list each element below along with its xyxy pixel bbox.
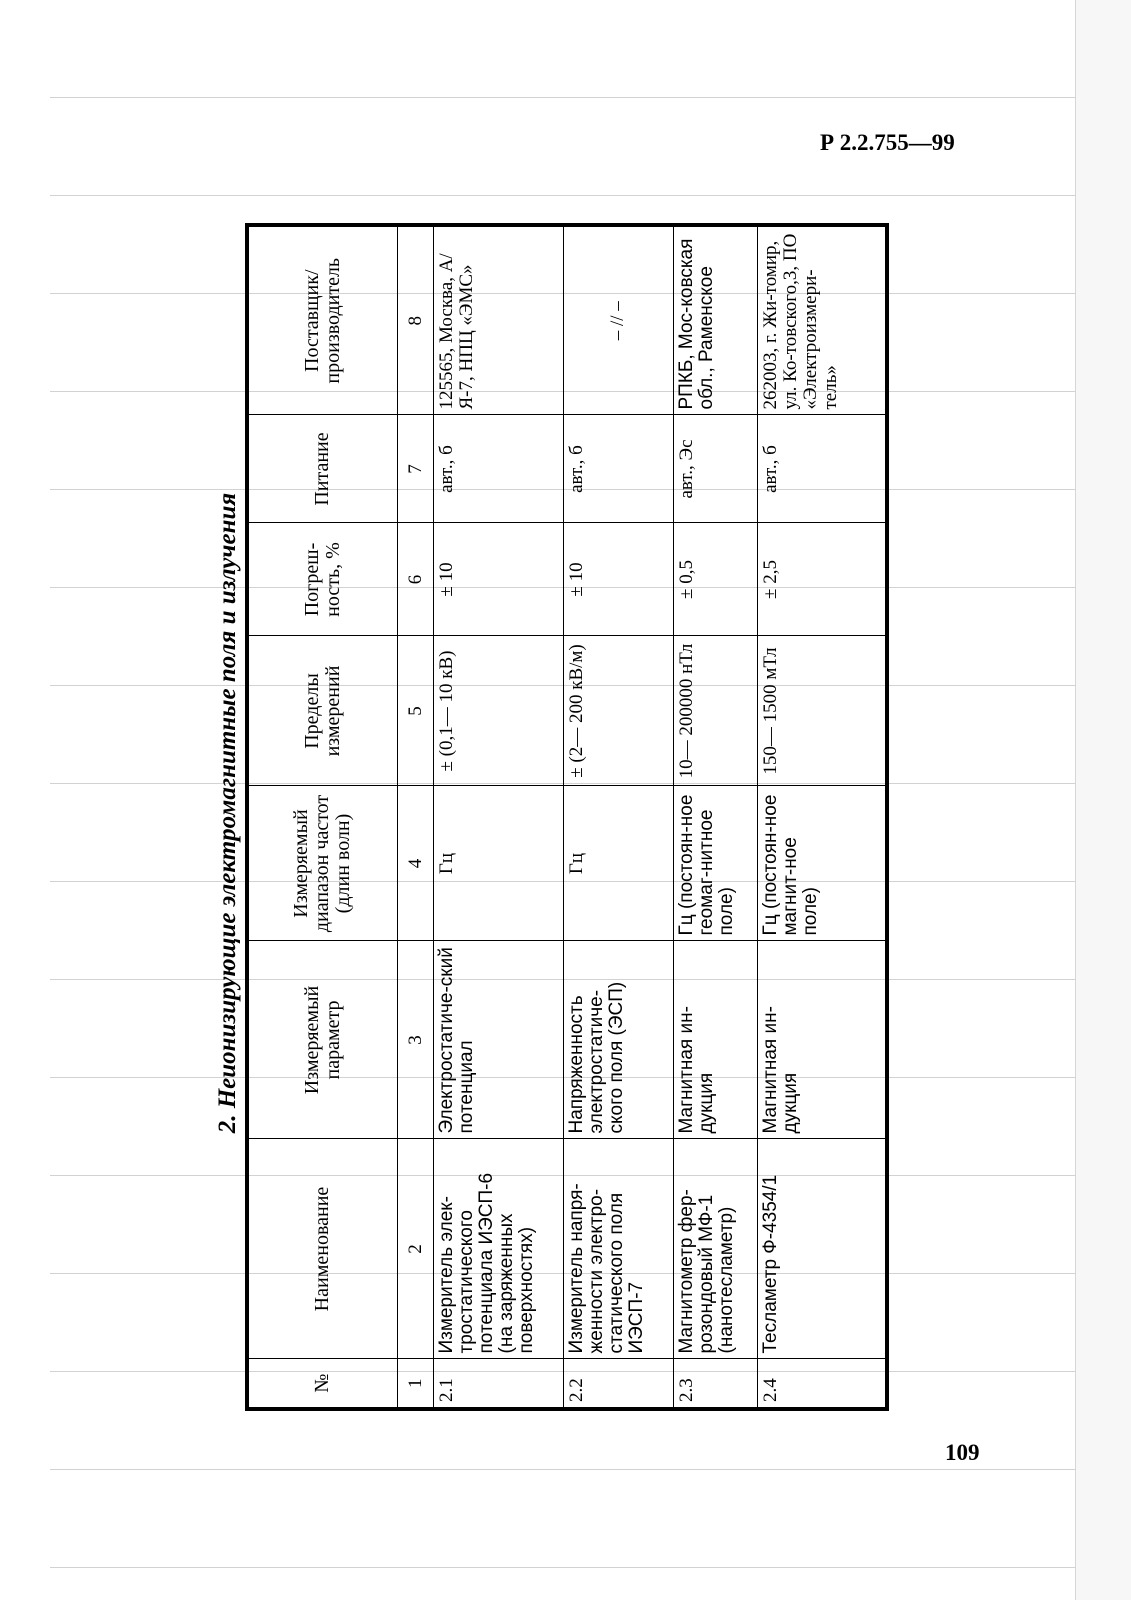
- document-code: Р 2.2.755—99: [820, 130, 955, 155]
- row-number: 2.2: [563, 1359, 673, 1409]
- column-number: 8: [397, 225, 433, 415]
- page-guide-line: [50, 97, 1076, 98]
- page-number: 109: [945, 1440, 980, 1465]
- instrument-name: Измеритель напря-женности электро-статического поля ИЭСП-7: [563, 1139, 673, 1359]
- supplier: – // –: [563, 225, 673, 415]
- power-supply: авт., б: [757, 415, 887, 523]
- measurement-limits: ± (0,1— 10 кВ): [433, 636, 563, 786]
- scrollbar-track[interactable]: [1076, 0, 1131, 1600]
- measurement-limits: 150— 1500 мТл: [757, 636, 887, 786]
- power-supply: авт., Эс: [673, 415, 757, 523]
- row-number: 2.3: [673, 1359, 757, 1409]
- table-row: [563, 225, 673, 1409]
- column-header: №: [247, 1359, 397, 1409]
- measured-parameter: Напряженность электростатиче-ского поля (ЭСП): [563, 941, 673, 1139]
- column-header: Пределы измерений: [247, 636, 397, 786]
- column-header: Измеряемый диапазон частот (длин волн): [247, 786, 397, 941]
- table-row: [673, 225, 757, 1409]
- frequency-range: Гц (постоян-ное геомаг-нитное поле): [673, 786, 757, 941]
- page-guide-line: [50, 1567, 1076, 1568]
- supplier: 125565, Москва, А/Я-7, НПЦ «ЭМС»: [433, 225, 563, 415]
- column-header: Наименование: [247, 1139, 397, 1359]
- column-number-row: [397, 225, 433, 1409]
- frequency-range: Гц (постоян-ное магнит-ное поле): [757, 786, 887, 941]
- measurement-limits: ± (2— 200 кВ/м): [563, 636, 673, 786]
- instrument-name: Тесламетр Ф-4354/1: [757, 1139, 887, 1359]
- measurement-limits: 10— 200000 нТл: [673, 636, 757, 786]
- power-supply: авт., б: [563, 415, 673, 523]
- power-supply: авт., б: [433, 415, 563, 523]
- column-number: 5: [397, 636, 433, 786]
- column-header: Погреш-ность, %: [247, 523, 397, 636]
- row-number: 2.4: [757, 1359, 887, 1409]
- column-header: Поставщик/ производитель: [247, 225, 397, 415]
- measured-parameter: Магнитная ин-дукция: [757, 941, 887, 1139]
- page-guide-line: [50, 1469, 1076, 1470]
- column-number: 3: [397, 941, 433, 1139]
- section-title: 2. Неионизирующие электромагнитные поля и излучения: [214, 492, 241, 1134]
- column-number: 4: [397, 786, 433, 941]
- table-header-row: [247, 225, 397, 1409]
- column-number: 7: [397, 415, 433, 523]
- column-header: Питание: [247, 415, 397, 523]
- column-number: 6: [397, 523, 433, 636]
- error-percent: ± 10: [433, 523, 563, 636]
- error-percent: ± 0,5: [673, 523, 757, 636]
- frequency-range: Гц: [433, 786, 563, 941]
- page-guide-line: [50, 195, 1076, 196]
- supplier: РПКБ, Мос-ковская обл., Раменское: [673, 225, 757, 415]
- column-header: Измеряемый параметр: [247, 941, 397, 1139]
- column-number: 2: [397, 1139, 433, 1359]
- row-number: 2.1: [433, 1359, 563, 1409]
- column-number: 1: [397, 1359, 433, 1409]
- frequency-range: Гц: [563, 786, 673, 941]
- table-row: [757, 225, 887, 1409]
- measured-parameter: Магнитная ин-дукция: [673, 941, 757, 1139]
- measured-parameter: Электростатиче-ский потенциал: [433, 941, 563, 1139]
- supplier: 262003, г. Жи-томир, ул. Ко-товского,3, ПО «Электроизмери-тель»: [757, 225, 887, 415]
- rotated-page-content: [208, 203, 878, 1423]
- table-row: [433, 225, 563, 1409]
- instruments-table: [245, 223, 889, 1411]
- instrument-name: Измеритель элек-тростатического потенциала ИЭСП-6 (на заряженных поверхностях): [433, 1139, 563, 1359]
- error-percent: ± 2,5: [757, 523, 887, 636]
- instrument-name: Магнитометр фер-розондовый МФ-1 (нанотесламетр): [673, 1139, 757, 1359]
- error-percent: ± 10: [563, 523, 673, 636]
